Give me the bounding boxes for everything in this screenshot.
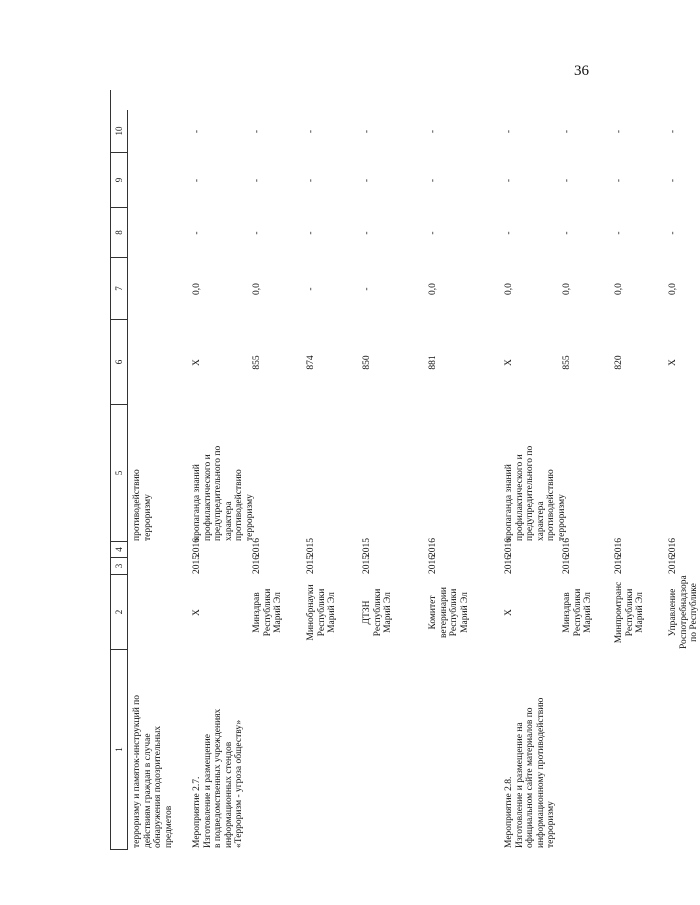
table-cell: - xyxy=(668,231,678,235)
table-cell: - xyxy=(252,129,262,134)
table-cell: - xyxy=(504,178,514,183)
table-cell: - xyxy=(504,129,514,134)
table-cell: Х xyxy=(192,359,202,366)
header-col-1: 1 xyxy=(110,650,128,850)
header-col-10: 10 xyxy=(110,110,128,153)
table-cell: - xyxy=(362,231,372,235)
table-cell: 0,0 xyxy=(668,283,678,295)
table-cell: Минпромтранс Республики Марий Эл xyxy=(614,581,645,644)
table-cell: - xyxy=(562,129,572,134)
table-cell: 2015 xyxy=(306,538,316,557)
table-cell: - xyxy=(614,231,624,235)
table-cell: терроризму и памяток-инструкций по действиям граждан в случае обнаружения подозрительных предметов xyxy=(132,694,174,848)
table-cell: 820 xyxy=(614,355,624,370)
table-cell: 0,0 xyxy=(428,283,438,295)
table-cell: Минздрав Республики Марий Эл xyxy=(562,588,593,637)
table-cell: - xyxy=(192,129,202,134)
table-cell: противодействию терроризму xyxy=(132,469,153,541)
table-cell: пропаганда знаний профилактического и предупредительного по характера противодействию терроризму xyxy=(192,445,255,541)
table-cell: Х xyxy=(504,609,514,616)
header-col-7: 7 xyxy=(110,258,128,320)
table-cell: 2016 xyxy=(562,555,572,574)
header-col-8: 8 xyxy=(110,208,128,258)
table-cell: 2015 xyxy=(362,538,372,557)
header-col-9: 9 xyxy=(110,153,128,208)
header-col-6: 6 xyxy=(110,320,128,405)
header-col-3: 3 xyxy=(110,558,128,575)
table-cell: 2016 xyxy=(428,555,438,574)
table-cell: - xyxy=(306,129,316,134)
table-cell: Минобрнауки Республики Марий Эл xyxy=(306,584,337,641)
table-cell: 0,0 xyxy=(252,283,262,295)
table-cell: - xyxy=(668,129,678,134)
table-cell: - xyxy=(362,129,372,134)
table-cell: 2016 xyxy=(668,555,678,574)
table-cell: 2016 xyxy=(668,538,678,557)
table-cell: Управление Роспотребнадзора по Республике xyxy=(668,575,699,649)
table-cell: - xyxy=(192,231,202,235)
table-cell: - xyxy=(428,231,438,235)
table-cell: - xyxy=(306,231,316,235)
table-cell: 2016 xyxy=(614,538,624,557)
table-cell: Х xyxy=(192,609,202,616)
table-cell: 2016 xyxy=(504,555,514,574)
header-col-2: 2 xyxy=(110,575,128,650)
table-cell: 2016 xyxy=(614,555,624,574)
table-cell: - xyxy=(252,231,262,235)
table-cell: пропаганда знаний профилактического и предупредительного по характера противодействию терроризму xyxy=(504,445,567,541)
budget-table xyxy=(110,90,699,850)
header-col-5: 5 xyxy=(110,405,128,542)
table-cell: 2016 xyxy=(252,555,262,574)
table-cell: Х xyxy=(504,359,514,366)
table-cell: - xyxy=(428,178,438,183)
table-cell: - xyxy=(306,178,316,183)
table-rotation-wrapper xyxy=(110,90,699,850)
table-cell: 2016 xyxy=(562,538,572,557)
table-cell: 2015 xyxy=(306,555,316,574)
table-cell: 855 xyxy=(562,355,572,370)
table-cell: ДТЗН Республики Марий Эл xyxy=(362,588,393,637)
table-cell: 2015 xyxy=(362,555,372,574)
table-cell: - xyxy=(362,287,372,291)
table-cell: 874 xyxy=(306,355,316,370)
table-cell: 0,0 xyxy=(562,283,572,295)
table-cell: - xyxy=(614,129,624,134)
table-cell: - xyxy=(252,178,262,183)
table-cell: 0,0 xyxy=(614,283,624,295)
table-cell: - xyxy=(428,129,438,134)
table-cell: 2016 xyxy=(504,538,514,557)
table-cell: - xyxy=(562,178,572,183)
table-cell: 850 xyxy=(362,355,372,370)
table-cell: 881 xyxy=(428,355,438,370)
table-cell: Комитет ветеринарии Республики Марий Эл xyxy=(428,586,470,639)
table-cell: 855 xyxy=(252,355,262,370)
table-cell: 0,0 xyxy=(192,283,202,295)
table-cell: Мероприятие 2.8. Изготовление и размещение на официальном сайте материалов по информационному противодействию терроризму xyxy=(504,697,556,848)
table-cell: 2015 xyxy=(192,555,202,574)
table-cell: - xyxy=(192,178,202,183)
table-cell: - xyxy=(306,287,316,291)
table-cell: 2016 xyxy=(192,538,202,557)
page-number: 36 xyxy=(574,63,589,79)
table-cell: - xyxy=(614,178,624,183)
table-cell: Мероприятие 2.7. Изготовление и размещение в подведомственных учреждениях информационных стендов «Терроризм - угроза обществу» xyxy=(192,708,244,848)
header-col-4: 4 xyxy=(110,542,128,558)
table-cell: - xyxy=(362,178,372,183)
table-cell: - xyxy=(668,178,678,183)
table-cell: Х xyxy=(668,359,678,366)
table-cell: 0,0 xyxy=(504,283,514,295)
table-cell: - xyxy=(562,231,572,235)
table-cell: Минздрав Республики Марий Эл xyxy=(252,588,283,637)
table-cell: 2016 xyxy=(252,538,262,557)
table-cell: - xyxy=(504,231,514,235)
table-cell: 2016 xyxy=(428,538,438,557)
